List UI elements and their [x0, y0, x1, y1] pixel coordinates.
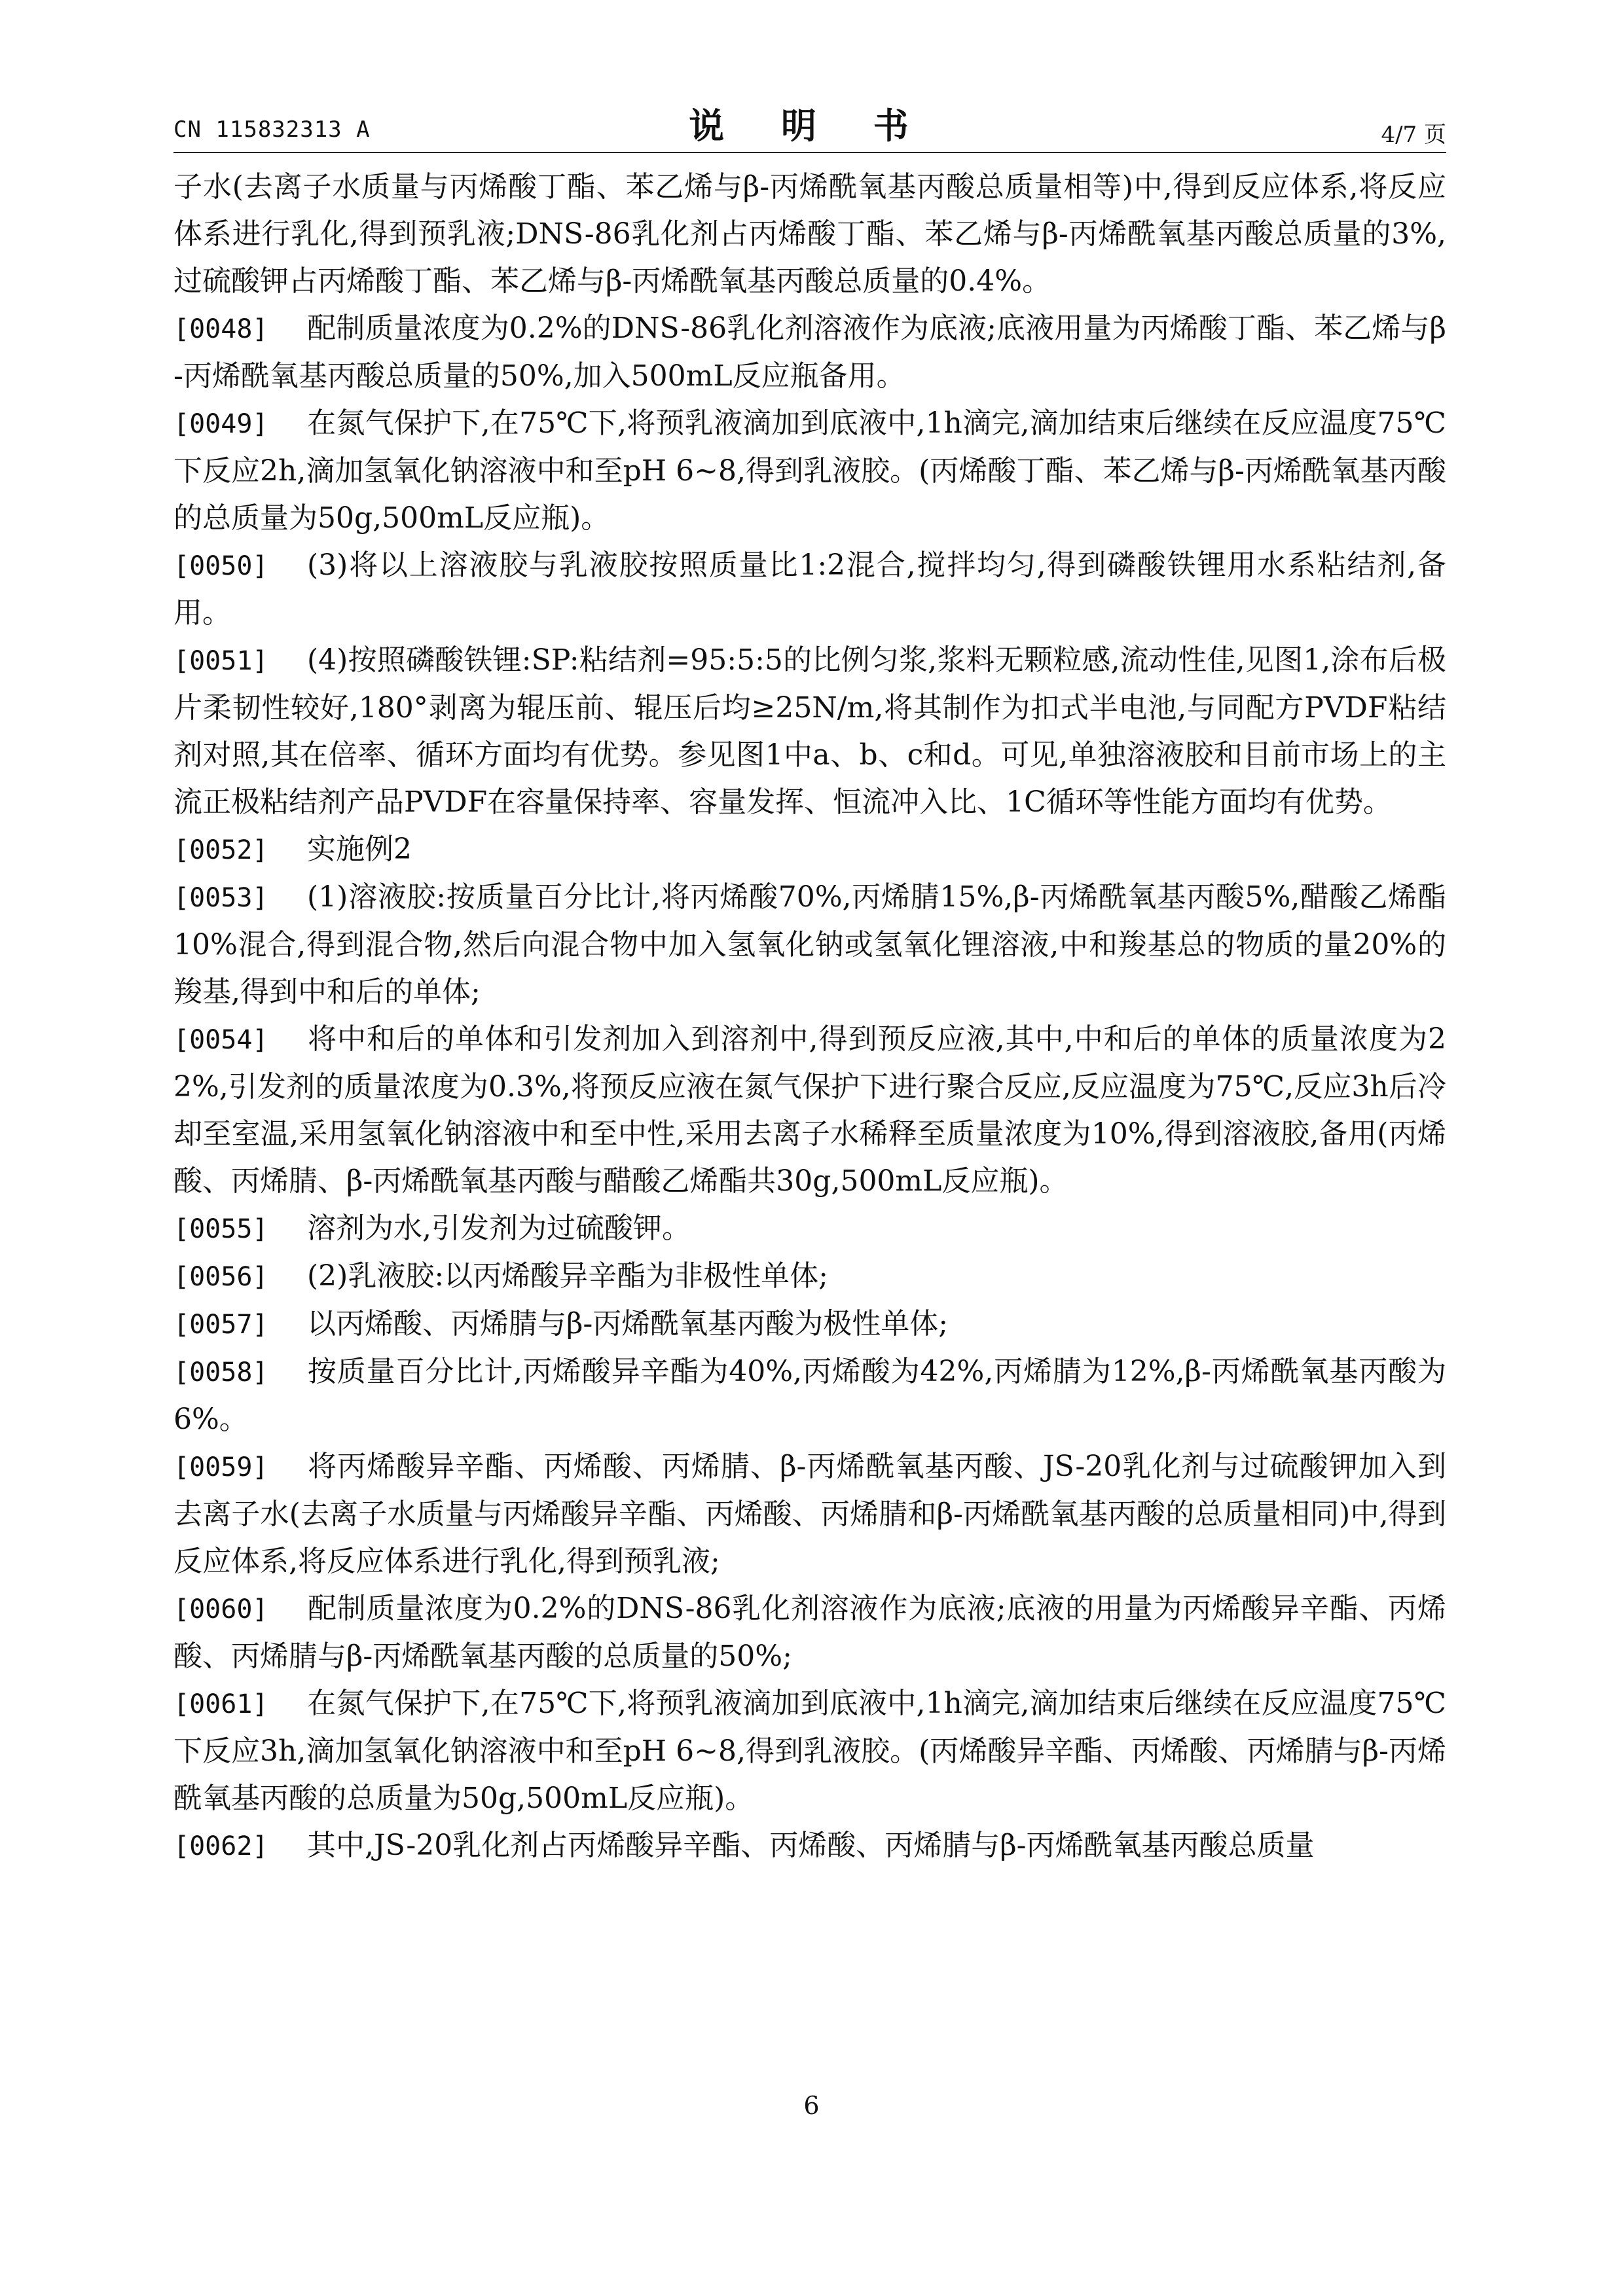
paragraph-number: [0061]	[173, 1689, 268, 1719]
paragraph-number: [0053]	[173, 883, 268, 913]
paragraph	[173, 305, 1446, 400]
paragraph	[173, 826, 1446, 874]
paragraph	[173, 637, 1446, 826]
paragraph-text: (2)乳液胶:以丙烯酸异辛酯为非极性单体;	[307, 1259, 828, 1293]
paragraph	[173, 874, 1446, 1016]
paragraph	[173, 1300, 1446, 1348]
paragraph-number: [0057]	[173, 1310, 268, 1340]
paragraph-text: 子水(去离子水质量与丙烯酸丁酯、苯乙烯与β-丙烯酰氧基丙酸总质量相等)中,得到反应体系,将反应体系进行乳化,得到预乳液;DNS-86乳化剂占丙烯酸丁酯、苯乙烯与β-丙烯酰氧基丙酸总质量的3%,过硫酸钾占丙烯酸丁酯、苯乙烯与β-丙烯酰氧基丙酸总质量的0.4%。	[173, 170, 1446, 298]
paragraph-text: 溶剂为水,引发剂为过硫酸钾。	[307, 1211, 691, 1245]
page-indicator: 4/7 页	[1381, 122, 1446, 148]
paragraph	[173, 400, 1446, 542]
paragraph-text: 实施例2	[307, 833, 412, 866]
paragraph-number: [0055]	[173, 1214, 268, 1244]
paragraph-text: 将中和后的单体和引发剂加入到溶剂中,得到预反应液,其中,中和后的单体的质量浓度为22%,引发剂的质量浓度为0.3%,将预反应液在氮气保护下进行聚合反应,反应温度为75℃,反应3h后冷却至室温,采用氢氧化钠溶液中和至中性,采用去离子水稀释至质量浓度为10%,得到溶液胶,备用(丙烯酸、丙烯腈、β-丙烯酰氧基丙酸与醋酸乙烯酯共30g,500mL反应瓶)。	[173, 1022, 1446, 1198]
paragraph-text: (1)溶液胶:按质量百分比计,将丙烯酸70%,丙烯腈15%,β-丙烯酰氧基丙酸5%,醋酸乙烯酯10%混合,得到混合物,然后向混合物中加入氢氧化钠或氢氧化锂溶液,中和羧基总的物质的量20%的羧基,得到中和后的单体;	[173, 880, 1446, 1009]
paragraph-text: 在氮气保护下,在75℃下,将预乳液滴加到底液中,1h滴完,滴加结束后继续在反应温度75℃下反应2h,滴加氢氧化钠溶液中和至pH 6~8,得到乳液胶。(丙烯酸丁酯、苯乙烯与β-丙烯酰氧基丙酸的总质量为50g,500mL反应瓶)。	[173, 406, 1446, 535]
paragraph	[173, 1585, 1446, 1680]
paragraph	[173, 542, 1446, 637]
publication-number: CN 115832313 A	[173, 117, 371, 143]
paragraph-number: [0052]	[173, 835, 268, 865]
paragraph	[173, 164, 1446, 305]
paragraph-number: [0056]	[173, 1262, 268, 1292]
paragraph-number: [0059]	[173, 1452, 268, 1482]
paragraph	[173, 1680, 1446, 1822]
header-divider	[173, 152, 1446, 153]
paragraph-text: 将丙烯酸异辛酯、丙烯酸、丙烯腈、β-丙烯酰氧基丙酸、JS-20乳化剂与过硫酸钾加入到去离子水(去离子水质量与丙烯酸异辛酯、丙烯酸、丙烯腈和β-丙烯酰氧基丙酸的总质量相同)中,得到反应体系,将反应体系进行乳化,得到预乳液;	[173, 1450, 1446, 1578]
paragraph-text: 在氮气保护下,在75℃下,将预乳液滴加到底液中,1h滴完,滴加结束后继续在反应温度75℃下反应3h,滴加氢氧化钠溶液中和至pH 6~8,得到乳液胶。(丙烯酸异辛酯、丙烯酸、丙烯腈与β-丙烯酰氧基丙酸的总质量为50g,500mL反应瓶)。	[173, 1687, 1446, 1815]
paragraph-text: 配制质量浓度为0.2%的DNS-86乳化剂溶液作为底液;底液用量为丙烯酸丁酯、苯乙烯与β-丙烯酰氧基丙酸总质量的50%,加入500mL反应瓶备用。	[173, 312, 1446, 393]
paragraph	[173, 1253, 1446, 1300]
paragraph	[173, 1822, 1446, 1870]
paragraph	[173, 1205, 1446, 1253]
paragraph-number: [0049]	[173, 409, 268, 439]
paragraph-number: [0062]	[173, 1831, 268, 1861]
paragraph	[173, 1016, 1446, 1205]
paragraph-number: [0054]	[173, 1025, 268, 1055]
page-header	[173, 98, 1446, 151]
paragraph-text: (3)将以上溶液胶与乳液胶按照质量比1:2混合,搅拌均匀,得到磷酸铁锂用水系粘结剂,备用。	[173, 548, 1446, 630]
paragraph-text: (4)按照磷酸铁锂:SP:粘结剂=95:5:5的比例匀浆,浆料无颗粒感,流动性佳,见图1,涂布后极片柔韧性较好,180°剥离为辊压前、辊压后均≥25N/m,将其制作为扣式半电池,与同配方PVDF粘结剂对照,其在倍率、循环方面均有优势。参见图1中a、b、c和d。可见,单独溶液胶和目前市场上的主流正极粘结剂产品PVDF在容量保持率、容量发挥、恒流冲入比、1C循环等性能方面均有优势。	[173, 643, 1446, 819]
paragraph-number: [0048]	[173, 314, 268, 344]
paragraph-number: [0060]	[173, 1594, 268, 1624]
paragraph-text: 配制质量浓度为0.2%的DNS-86乳化剂溶液作为底液;底液的用量为丙烯酸异辛酯、丙烯酸、丙烯腈与β-丙烯酰氧基丙酸的总质量的50%;	[173, 1592, 1446, 1673]
paragraph-text: 其中,JS-20乳化剂占丙烯酸异辛酯、丙烯酸、丙烯腈与β-丙烯酰氧基丙酸总质量	[307, 1829, 1315, 1862]
page-number: 6	[803, 2091, 820, 2120]
document-body	[173, 164, 1446, 1870]
paragraph	[173, 1348, 1446, 1443]
document-title: 说 明 书	[689, 105, 931, 147]
paragraph-text: 以丙烯酸、丙烯腈与β-丙烯酰氧基丙酸为极性单体;	[307, 1307, 949, 1340]
paragraph-number: [0050]	[173, 551, 268, 581]
paragraph-text: 按质量百分比计,丙烯酸异辛酯为40%,丙烯酸为42%,丙烯腈为12%,β-丙烯酰氧基丙酸为6%。	[173, 1355, 1446, 1436]
paragraph-number: [0051]	[173, 646, 268, 676]
paragraph-number: [0058]	[173, 1357, 268, 1388]
paragraph	[173, 1443, 1446, 1585]
